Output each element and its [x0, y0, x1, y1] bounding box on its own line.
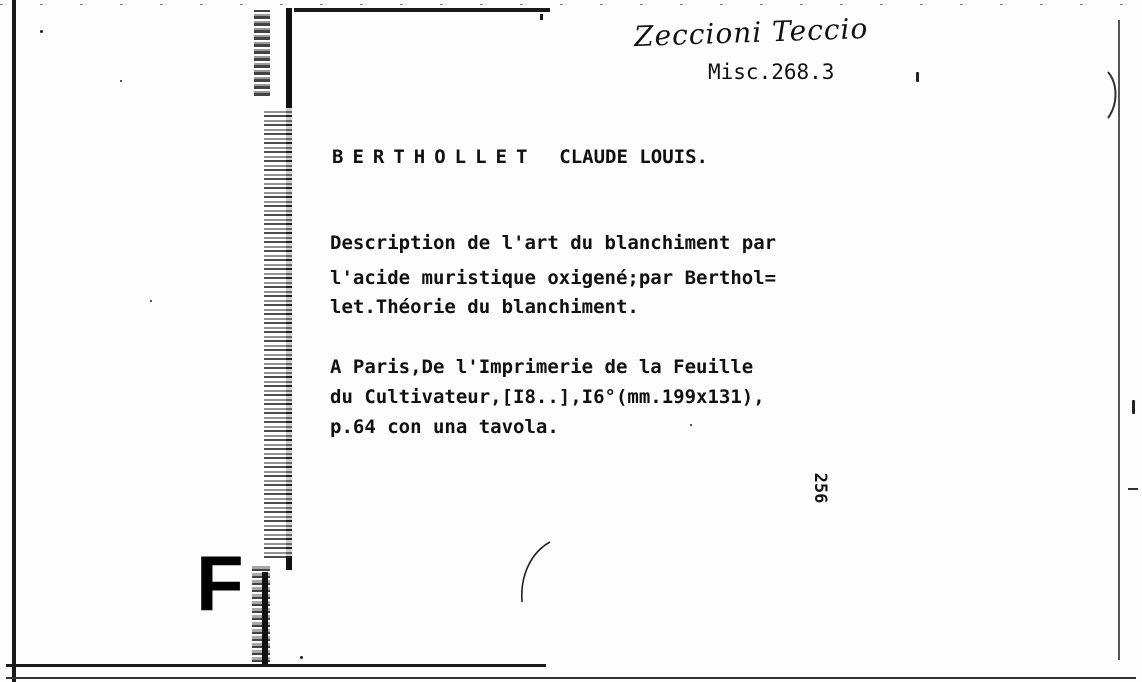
shelfmark: Misc.268.3 [708, 60, 835, 84]
scan-speck [120, 80, 122, 82]
title-line: Description de l'art du blanchiment par [330, 232, 777, 254]
stamp-number: 256 [810, 472, 830, 504]
handwritten-note: Zeccioni Teccio [633, 11, 869, 54]
imprint-line: du Cultivateur,[I8..],I6°(mm.199x131), [330, 386, 765, 408]
bottom-frame-line [6, 664, 546, 667]
margin-letter: F [196, 539, 244, 627]
bottom-frame-line-outer [6, 677, 1136, 679]
card-top-edge-tick [540, 14, 543, 20]
title-line: let.Théorie du blanchiment. [330, 296, 639, 318]
author-forenames: CLAUDE LOUIS. [559, 146, 708, 168]
scan-speck [690, 424, 692, 426]
binding-bar [262, 572, 268, 664]
binding-strip-middle [264, 108, 292, 558]
scan-speck [300, 656, 303, 659]
right-edge-tick [1128, 488, 1138, 490]
binding-strip-top [254, 10, 270, 96]
author-heading [332, 146, 708, 168]
scan-speck [40, 30, 43, 33]
right-bracket-mark [1104, 70, 1124, 120]
top-scan-artifact [0, 4, 1142, 5]
scan-speck [1132, 400, 1135, 414]
title-line: l'acide muristique oxigené;par Berthol= [330, 267, 777, 289]
left-frame-line [12, 0, 16, 682]
card-top-edge [294, 8, 550, 12]
imprint-line: A Paris,De l'Imprimerie de la Feuille [330, 356, 754, 378]
pencil-arc-mark [518, 540, 588, 610]
imprint-line: p.64 con una tavola. [330, 416, 559, 438]
scan-speck [916, 72, 919, 82]
scan-speck [150, 300, 152, 302]
author-surname: BERTHOLLET [332, 146, 537, 168]
